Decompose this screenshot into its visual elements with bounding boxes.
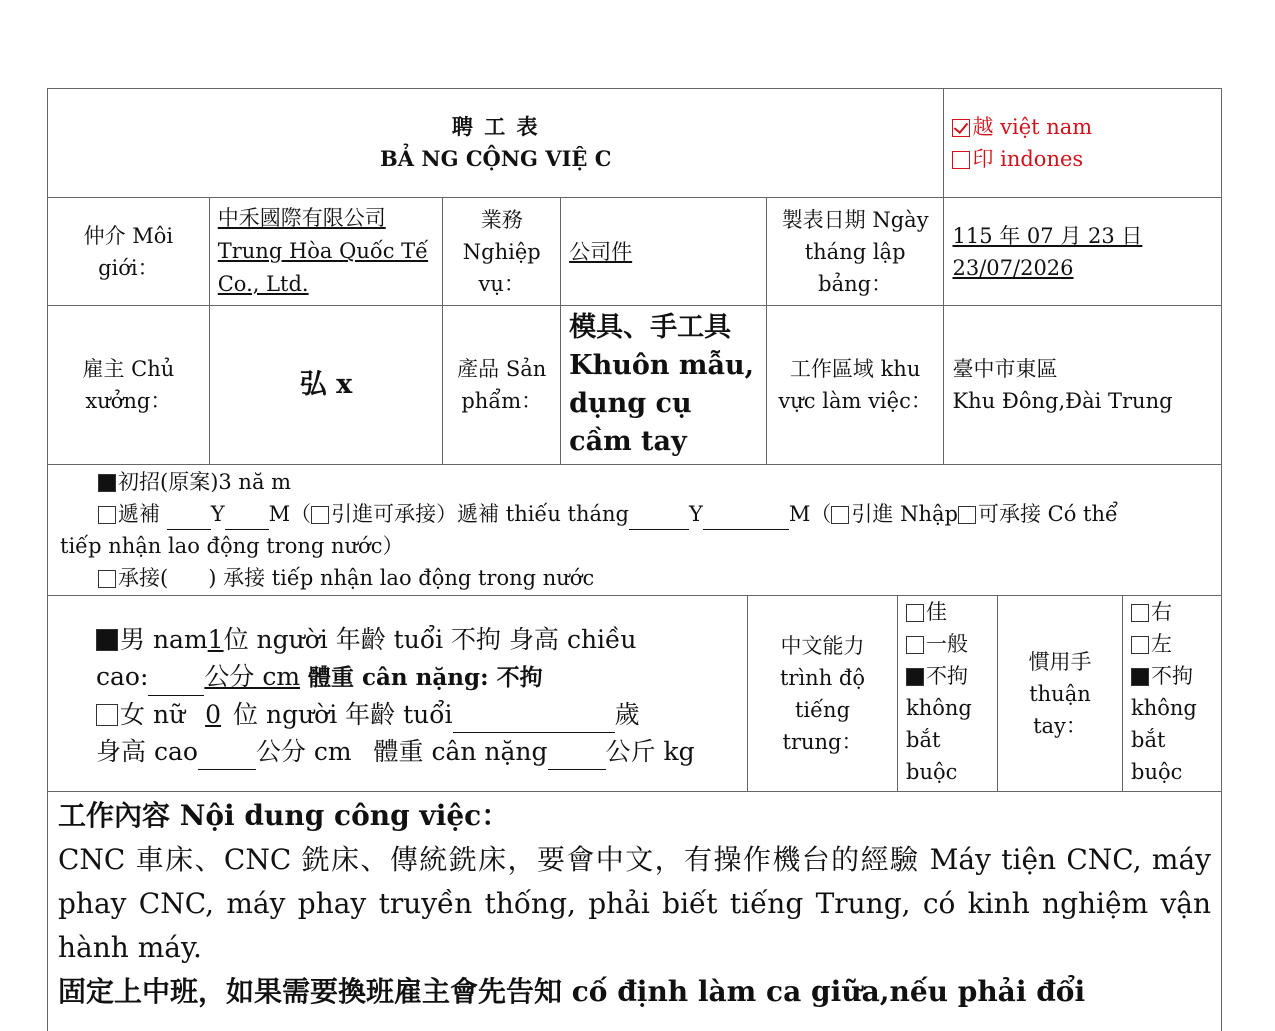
job-content-label: 工作內容 Nội dung công việc：	[58, 799, 510, 832]
employer-row	[47, 305, 1222, 464]
country-option-indonesia[interactable]: 印 indones	[952, 143, 1213, 175]
male-height-blank[interactable]	[148, 669, 204, 696]
product-label: 產品 Sản phẩm：	[443, 306, 561, 464]
handedness-label: 慣用手 thuận tay：	[998, 596, 1123, 791]
product-value-vi: Khuôn mẫu, dụng cụ cầm tay	[569, 350, 755, 457]
product-value-zh: 模具、手工具	[569, 312, 732, 343]
replacement-month-blank[interactable]	[225, 507, 269, 530]
employer-label: 雇主 Chủ xưởng：	[48, 306, 210, 464]
business-label: 業務 Nghiệp vụ：	[443, 198, 561, 305]
female-age-blank[interactable]	[453, 706, 615, 733]
empty-checkbox-icon[interactable]	[1131, 636, 1149, 654]
chinese-option-good[interactable]: 佳	[906, 596, 989, 628]
female-height-weight: 身高 cao 公分 cm 體重 cân nặng 公斤 kg	[96, 733, 737, 770]
date-value-gregorian: 23/07/2026	[952, 255, 1074, 280]
area-label: 工作區域 khu vực làm việc：	[767, 306, 945, 464]
job-content-text: CNC 車床、CNC 銑床、傳統銑床，要會中文，有操作機台的經驗 Máy tiện CNC, máy phay CNC, máy phay truyền thống, phải biết tiếng Trung, có kinh nghiệm vận hành máy.	[58, 843, 1211, 964]
title-vi: BẢ NG CỘNG VIỆ C	[380, 146, 612, 171]
filled-checkbox-icon[interactable]	[98, 474, 116, 492]
broker-label: 仲介 Môi giới：	[48, 198, 210, 305]
filled-checkbox-icon[interactable]	[1131, 668, 1149, 686]
handedness-options	[1123, 596, 1221, 791]
job-form	[47, 88, 1222, 1031]
shift-text: 固定上中班，如果需要換班雇主會先告知 cố định làm ca giữa,nếu phải đổi	[58, 975, 1086, 1008]
takeover-option[interactable]: 承接( ) 承接 tiếp nhận lao động trong nước	[60, 562, 1209, 594]
initial-recruit-option[interactable]: 初招(原案)3 nă m	[60, 466, 1209, 498]
female-weight-blank[interactable]	[548, 743, 606, 770]
female-requirement: 女 nữ 0 位 người 年齡 tuổi 歲	[96, 696, 737, 733]
chinese-option-normal[interactable]: 一般	[906, 628, 989, 660]
employer-cell	[210, 306, 444, 464]
empty-checkbox-icon[interactable]	[952, 151, 970, 169]
date-label: 製表日期 Ngày tháng lập bảng：	[767, 198, 945, 305]
hand-option-any[interactable]: 不拘 không bắt buộc	[1131, 664, 1197, 784]
empty-checkbox-icon[interactable]	[906, 604, 924, 622]
empty-checkbox-icon[interactable]	[1131, 604, 1149, 622]
country-options	[944, 89, 1221, 197]
broker-value: 中禾國際有限公司 Trung Hòa Quốc Tế Co., Ltd.	[217, 206, 429, 296]
male-requirement: 男 nam1位 người 年齡 tuổi 不拘 身高 chiều	[96, 621, 737, 658]
product-cell	[561, 306, 767, 464]
broker-cell	[210, 198, 444, 305]
employer-value: 弘 x	[299, 369, 353, 400]
replacement-option-continued: tiếp nhận lao động trong nước）	[60, 534, 404, 558]
female-height-blank[interactable]	[198, 743, 256, 770]
hand-option-right[interactable]: 右	[1131, 596, 1213, 628]
empty-checkbox-icon[interactable]	[958, 506, 976, 524]
area-value-vi: Khu Đông,Đài Trung	[952, 389, 1173, 413]
recruit-type-cell	[48, 465, 1221, 595]
replacement-option[interactable]: 遞補 Y M（ 引進可承接）遞補 thiếu tháng Y M（ 引進 Nhập 可承接 Có thể	[60, 498, 1209, 530]
form-header-row	[47, 88, 1222, 197]
empty-checkbox-icon[interactable]	[96, 704, 118, 726]
job-content-cell	[48, 792, 1221, 1031]
gender-requirements	[48, 596, 748, 791]
country-option-vietnam[interactable]: 越 việt nam	[952, 111, 1213, 143]
form-title	[48, 89, 944, 197]
area-cell	[944, 306, 1221, 464]
male-height-weight: cao: 公分 cm 體重 cân nặng: 不拘	[96, 658, 737, 696]
recruit-type-row	[47, 464, 1222, 595]
empty-checkbox-icon[interactable]	[98, 506, 116, 524]
replacement-year2-blank[interactable]	[629, 507, 689, 530]
date-cell	[944, 198, 1221, 305]
empty-checkbox-icon[interactable]	[311, 506, 329, 524]
business-value: 公司件	[569, 239, 633, 264]
empty-checkbox-icon[interactable]	[98, 570, 116, 588]
replacement-year-blank[interactable]	[167, 507, 211, 530]
filled-checkbox-icon[interactable]	[906, 668, 924, 686]
female-count: 0	[205, 700, 222, 729]
chinese-option-any[interactable]: 不拘 không bắt buộc	[906, 664, 972, 784]
checked-checkbox-icon[interactable]	[952, 119, 970, 137]
hand-option-left[interactable]: 左	[1131, 628, 1213, 660]
filled-checkbox-icon[interactable]	[96, 629, 118, 651]
title-zh: 聘 工 表	[451, 114, 540, 139]
requirements-row	[47, 595, 1222, 791]
chinese-ability-label: 中文能力 trình độ tiếng trung：	[748, 596, 898, 791]
job-content-row	[47, 791, 1222, 1031]
business-cell	[561, 198, 767, 305]
empty-checkbox-icon[interactable]	[831, 506, 849, 524]
date-value-roc: 115 年 07 月 23 日	[952, 223, 1143, 248]
broker-row	[47, 197, 1222, 305]
chinese-ability-options	[898, 596, 998, 791]
male-count: 1	[207, 625, 224, 654]
replacement-month2-blank[interactable]	[703, 507, 789, 530]
empty-checkbox-icon[interactable]	[906, 636, 924, 654]
area-value-zh: 臺中市東區	[952, 357, 1058, 381]
